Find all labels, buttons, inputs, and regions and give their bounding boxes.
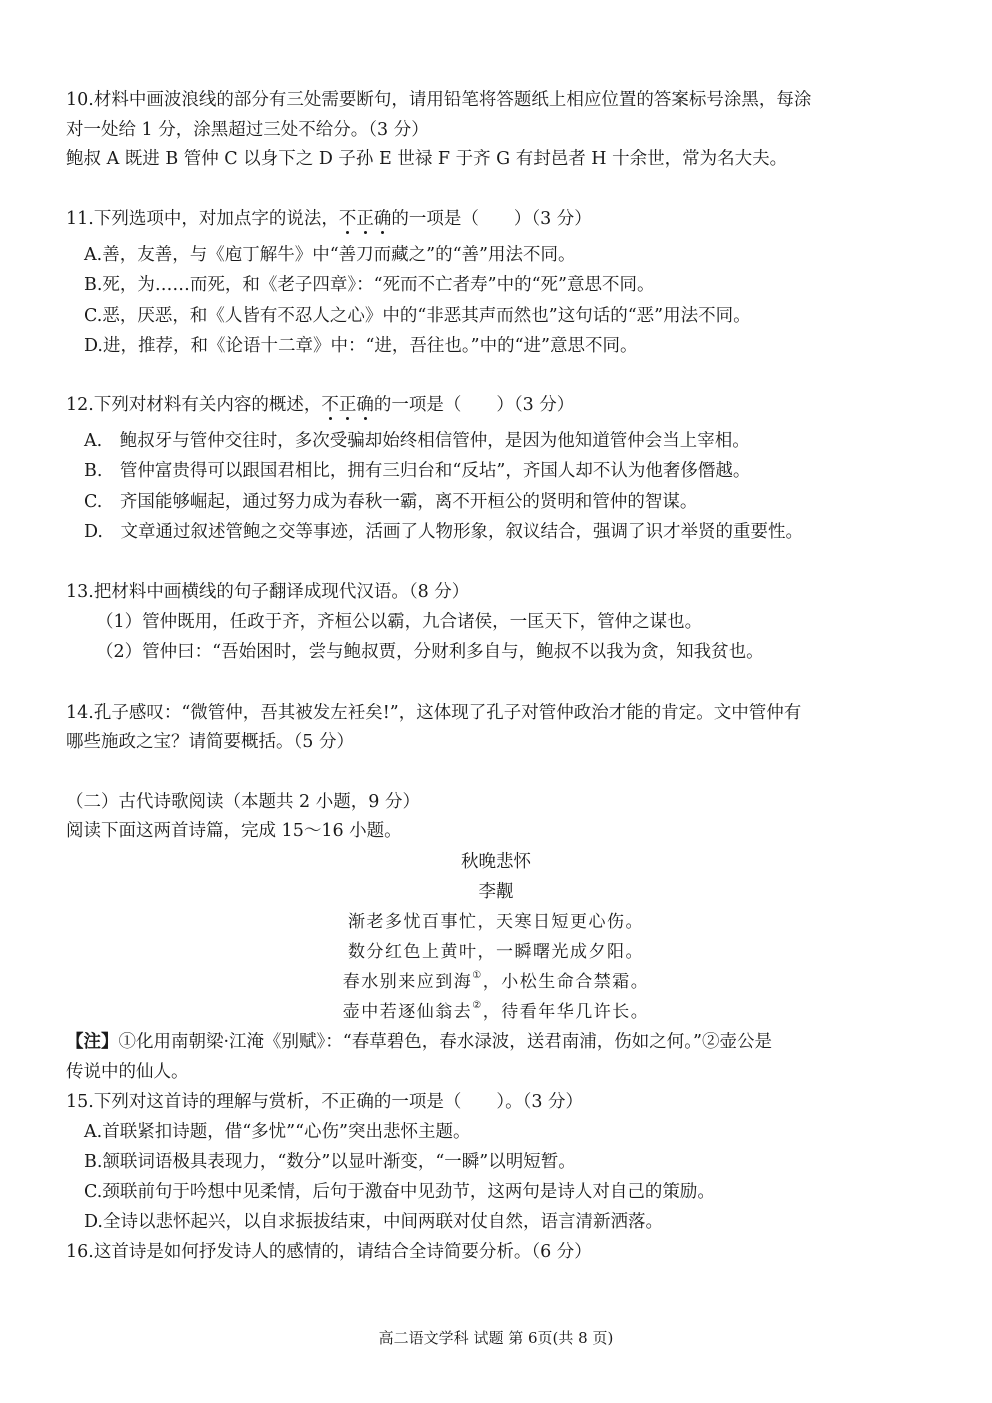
note-text: ①化用南朝梁·江淹《别赋》：“春草碧色，春水渌波，送君南浦，伤如之何。”②壶公是 (118, 1032, 772, 1052)
q15-option-d: D.全诗以悲怀起兴，以自求振拔结束，中间两联对仗自然，语言清新洒落。 (84, 1212, 663, 1232)
q15-option-c: C.颈联前句于吟想中见柔情，后句于激奋中见劲节，这两句是诗人对自己的策励。 (84, 1182, 715, 1202)
q10-line1: 10.材料中画波浪线的部分有三处需要断句，请用铅笔将答题纸上相应位置的答案标号涂黑，每涂 (66, 90, 812, 110)
q12-emph-char: 正 (338, 395, 357, 415)
q12-stem-b: 的一项是（ ）（3 分） (373, 395, 575, 415)
poem-line-3 (0, 970, 992, 994)
q11-emph-char: 正 (356, 209, 374, 229)
q11-stem (66, 207, 592, 231)
q12-emph-char: 不 (321, 395, 339, 415)
note-mark-2: ② (472, 1000, 483, 1011)
q13-item-1: （1）管仲既用，任政于齐，齐桓公以霸，九合诸侯，一匡天下，管仲之谋也。 (96, 612, 703, 632)
q11-stem-a: 11.下列选项中，对加点字的说法， (66, 209, 339, 229)
q12-option-c: C. 齐国能够崛起，通过努力成为春秋一霸，离不开桓公的贤明和管仲的智谋。 (84, 492, 698, 512)
q12-emph-char: 确 (356, 395, 374, 415)
poem-line-4-b: ，待看年华几许长。 (482, 1002, 650, 1022)
note-label: 【注】 (66, 1032, 119, 1052)
poem-line-2: 数分红色上黄叶，一瞬曙光成夕阳。 (348, 942, 644, 962)
q13-stem: 13.把材料中画横线的句子翻译成现代汉语。（8 分） (66, 582, 470, 602)
q12-option-d: D. 文章通过叙述管鲍之交等事迹，活画了人物形象，叙议结合，强调了识才举贤的重要性。 (84, 522, 803, 542)
poem-line-3-b: ，小松生命合禁霜。 (482, 972, 650, 992)
note-line1 (66, 1030, 772, 1054)
q10-line2: 对一处给 1 分，涂黑超过三处不给分。（3 分） (66, 120, 429, 140)
q11-option-a: A.善，友善，与《庖丁解牛》中“善刀而藏之”的“善”用法不同。 (84, 245, 576, 265)
poem-title: 秋晚悲怀 (461, 852, 531, 872)
section-heading: （二）古代诗歌阅读（本题共 2 小题，9 分） (66, 792, 420, 812)
q11-option-c: C.恶，厌恶，和《人皆有不忍人之心》中的“非恶其声而然也”这句话的“恶”用法不同。 (84, 306, 751, 326)
q10-line3: 鲍叔 A 既进 B 管仲 C 以身下之 D 子孙 E 世禄 F 于齐 G 有封邑者 H 十余世，常为名大夫。 (66, 149, 788, 169)
note-mark-1: ① (472, 970, 483, 981)
page-footer: 高二语文学科 试题 第 6页(共 8 页) (378, 1329, 614, 1347)
poem-line-4 (0, 1000, 992, 1024)
poem-line-1: 渐老多忧百事忙，天寒日短更心伤。 (348, 912, 644, 932)
q11-option-d: D.进，推荐，和《论语十二章》中：“进，吾往也。”中的“进”意思不同。 (84, 336, 638, 356)
q11-emph-char: 不 (338, 209, 357, 229)
note-line2: 传说中的仙人。 (66, 1062, 189, 1082)
poem-line-4-a: 壶中若逐仙翁去 (342, 1002, 473, 1022)
q12-stem-a: 12.下列对材料有关内容的概述， (66, 395, 322, 415)
q11-emph-char: 确 (373, 209, 392, 229)
q12-option-a: A. 鲍叔牙与管仲交往时，多次受骗却始终相信管仲，是因为他知道管仲会当上宰相。 (84, 431, 750, 451)
q11-stem-b: 的一项是（ ）（3 分） (391, 209, 592, 229)
q13-item-2: （2）管仲曰：“吾始困时，尝与鲍叔贾，分财利多自与，鲍叔不以我为贪，知我贫也。 (96, 642, 764, 662)
q12-option-b: B. 管仲富贵得可以跟国君相比，拥有三归台和“反坫”，齐国人却不认为他奢侈僭越。 (84, 461, 751, 481)
q15-stem: 15.下列对这首诗的理解与赏析，不正确的一项是（ ）。（3 分） (66, 1092, 584, 1112)
q15-option-b: B.颔联词语极具表现力，“数分”以显叶渐变，“一瞬”以明短暂。 (84, 1152, 576, 1172)
section-intro: 阅读下面这两首诗篇，完成 15～16 小题。 (66, 821, 402, 841)
q14-line1: 14.孔子感叹：“微管仲，吾其被发左衽矣!”，这体现了孔子对管仲政治才能的肯定。文中管仲有 (66, 703, 802, 723)
q14-line2: 哪些施政之宝？请简要概括。（5 分） (66, 732, 354, 752)
q11-option-b: B.死，为……而死，和《老子四章》：“死而不亡者寿”中的“死”意思不同。 (84, 275, 655, 295)
q16-stem: 16.这首诗是如何抒发诗人的感情的，请结合全诗简要分析。（6 分） (66, 1242, 592, 1262)
q15-option-a: A.首联紧扣诗题，借“多忧”“心伤”突出悲怀主题。 (84, 1122, 471, 1142)
poem-line-3-a: 春水别来应到海 (342, 972, 473, 992)
poem-author: 李觏 (478, 882, 514, 902)
q12-stem (66, 393, 574, 417)
